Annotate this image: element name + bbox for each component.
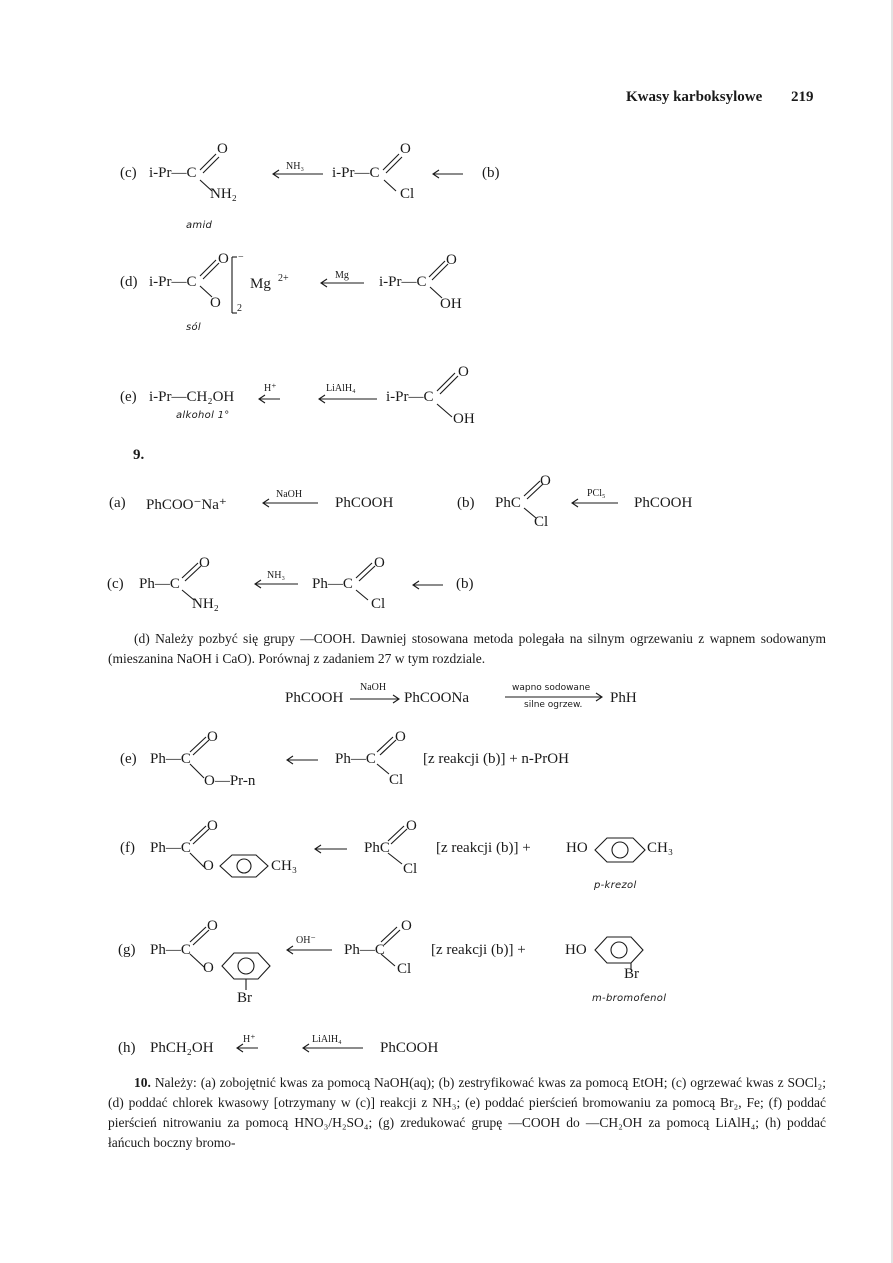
p9-h-arrow-lialh4: LiAlH₄ [312, 1034, 342, 1045]
row-c-product-nh2: NH₂ [210, 186, 237, 202]
p9-f-source-o: O [406, 818, 417, 834]
p9-d-eq-arrow1: NaOH [360, 682, 387, 693]
row-d-product: i-Pr—C [149, 274, 197, 290]
p9-g-product: Ph—C [150, 942, 191, 958]
p9-f-source-cl: Cl [403, 861, 418, 877]
row-d-subscript: 2 [237, 303, 242, 314]
p9-c-source-cl: Cl [371, 596, 386, 612]
p9-e-note: [z reakcji (b)] + n-PrOH [423, 751, 569, 767]
p9-a-label: (a) [109, 495, 126, 511]
p9-d-eq-end: PhH [610, 690, 637, 706]
row-c-product: i-Pr—C [149, 165, 197, 181]
p9-g-product-o: O [207, 918, 218, 934]
p9-g-reagent-ho: HO [565, 942, 587, 958]
row-c-from: (b) [482, 165, 500, 181]
row-e-arrow-lialh4: LiAlH₄ [326, 383, 356, 394]
row-d-mg-charge: 2+ [278, 273, 289, 284]
p9-h-source: PhCOOH [380, 1040, 439, 1056]
p9-g-product-o2: O [203, 960, 214, 976]
p9-f-product: Ph—C [150, 840, 191, 856]
p9-f-label: (f) [120, 840, 135, 856]
p9-e-product: Ph—C [150, 751, 191, 767]
row-e-source: i-Pr—C [386, 389, 434, 405]
p9-e-product-o: O [207, 729, 218, 745]
p9-d-eq-start: PhCOOH [285, 690, 344, 706]
p9-c-source-o: O [374, 555, 385, 571]
row-e-source-o: O [458, 364, 469, 380]
row-d-label: (d) [120, 274, 138, 290]
row-e-product: i-Pr—CH₂OH [149, 389, 235, 405]
p9-b-product: PhC [495, 495, 521, 511]
row-c-source-o: O [400, 141, 411, 157]
row-d-arrow-reagent: Mg [335, 270, 349, 281]
p9-c-product-o: O [199, 555, 210, 571]
p9-c-from: (b) [456, 576, 474, 592]
row-c-caption: amid [186, 220, 213, 231]
p9-g-reagent-br: Br [624, 966, 639, 982]
p9-d-eq-arrow2-top: wapno sodowane [512, 683, 591, 693]
p9-b-arrow-reagent: PCl₅ [587, 488, 606, 499]
p9-b-label: (b) [457, 495, 475, 511]
p9-b-product-o: O [540, 473, 551, 489]
p9-g-product-br: Br [237, 990, 252, 1006]
problem-9-number: 9. [133, 447, 145, 463]
p9-e-source: Ph—C [335, 751, 376, 767]
p9-d-eq-middle: PhCOONa [404, 690, 470, 706]
page-number: 219 [791, 89, 814, 105]
p9-c-product: Ph—C [139, 576, 180, 592]
p9-g-caption: m-bromofenol [592, 993, 667, 1004]
p9-a-source: PhCOOH [335, 495, 394, 511]
p9-g-source-cl: Cl [397, 961, 412, 977]
p9-g-label: (g) [118, 942, 136, 958]
row-e-caption: alkohol 1° [176, 410, 230, 421]
row-e-source-oh: OH [453, 411, 475, 427]
p9-a-product: PhCOO⁻Na⁺ [146, 497, 227, 513]
p9-b-source: PhCOOH [634, 495, 693, 511]
p9-c-arrow-reagent: NH₃ [267, 570, 285, 581]
p9-d-text: (d) Należy pozbyć się grupy —COOH. Dawniej stosowana metoda polegała na silnym ogrzewaniu z wapnem sodowanym (mieszanina NaOH i CaO). Porównaj z zadaniem 27 w tym rozdziale. [108, 631, 826, 666]
p9-e-source-o: O [395, 729, 406, 745]
running-title: Kwasy karboksylowe [626, 89, 763, 105]
p9-f-note: [z reakcji (b)] + [436, 840, 531, 856]
row-d-source: i-Pr—C [379, 274, 427, 290]
p9-f-source: PhC [364, 840, 390, 856]
row-c-source: i-Pr—C [332, 165, 380, 181]
row-d-source-oh: OH [440, 296, 462, 312]
p9-a-arrow-reagent: NaOH [276, 489, 303, 500]
p9-f-caption: p-krezol [594, 880, 637, 891]
p9-h-arrow-h: H⁺ [243, 1034, 256, 1045]
row-c-product-o: O [217, 141, 228, 157]
row-d-product-o: O [218, 251, 229, 267]
p9-f-product-o: O [207, 818, 218, 834]
p9-f-product-ch3: CH₃ [271, 858, 298, 874]
p9-d-eq-arrow2-bottom: silne ogrzew. [524, 700, 583, 710]
row-d-source-o: O [446, 252, 457, 268]
row-d-minus: − [238, 252, 244, 263]
p9-c-product-nh2: NH₂ [192, 596, 219, 612]
row-c-arrow-reagent: NH₃ [286, 161, 304, 172]
p9-e-product-or: O—Pr-n [204, 773, 256, 789]
p9-h-label: (h) [118, 1040, 136, 1056]
p9-f-reagent-ho: HO [566, 840, 588, 856]
p9-g-source-o: O [401, 918, 412, 934]
problem-10-number: 10. [134, 1075, 151, 1090]
row-c-source-cl: Cl [400, 186, 415, 202]
p9-e-label: (e) [120, 751, 137, 767]
row-e-label: (e) [120, 389, 137, 405]
problem-10-text [108, 1073, 826, 1153]
p9-h-product: PhCH₂OH [150, 1040, 214, 1056]
row-d-mg: Mg [250, 276, 271, 292]
p9-c-label: (c) [107, 576, 124, 592]
row-d-caption: sól [186, 322, 202, 333]
p9-e-source-cl: Cl [389, 772, 404, 788]
row-e-arrow-h: H⁺ [264, 383, 277, 394]
p9-g-source: Ph—C [344, 942, 385, 958]
p9-g-note: [z reakcji (b)] + [431, 942, 526, 958]
p9-c-source: Ph—C [312, 576, 353, 592]
row-d-product-o2: O [210, 295, 221, 311]
p9-f-product-o2: O [203, 858, 214, 874]
p9-g-arrow-reagent: OH⁻ [296, 935, 316, 946]
problem-10-body: Należy: (a) zobojętnić kwas za pomocą NaOH(aq); (b) zestryfikować kwas za pomocą EtOH; (c) ogrzewać kwas z SOCl₂; (d) poddać chlorek kwasowy [otrzymany w (c)] reakcji z NH₃; (e) poddać pierścień bromowaniu za pomocą Br₂, Fe; (f) poddać pierścień nitrowaniu za pomocą HNO₃/H₂SO₄; (g) zredukować grupę —COOH do —CH₂OH za pomocą LiAlH₄; (h) poddać łańcuch boczny bromo- [108, 1075, 826, 1150]
p9-f-reagent-ch3: CH₃ [647, 840, 674, 856]
row-c-label: (c) [120, 165, 137, 181]
p9-b-product-cl: Cl [534, 514, 549, 530]
